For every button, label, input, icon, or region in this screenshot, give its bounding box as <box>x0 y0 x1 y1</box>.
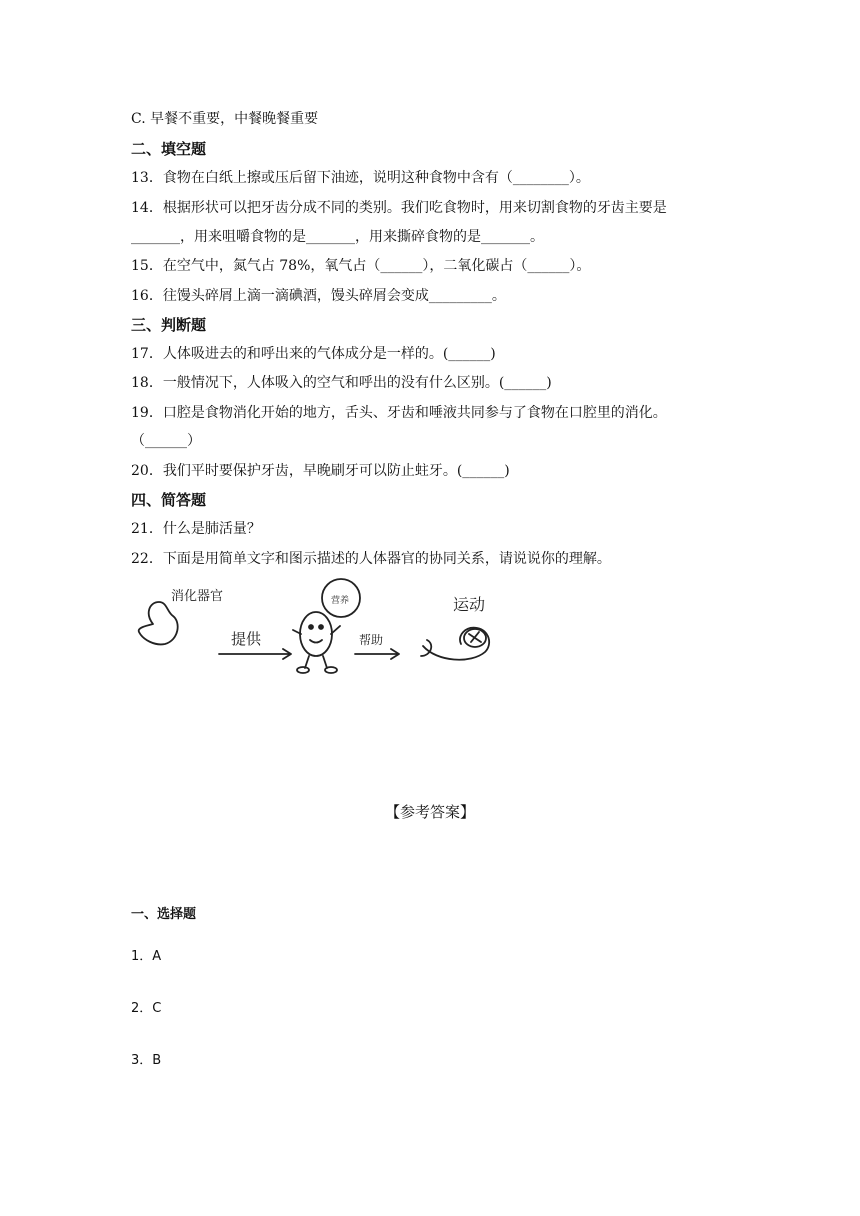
question-21: 21．什么是肺活量？ <box>131 521 261 537</box>
question-15: 15．在空气中，氮气占 78%，氧气占（______），二氧化碳占（______）。 <box>131 258 591 274</box>
question-19-line-1: 19．口腔是食物消化开始的地方，舌头、牙齿和唾液共同参与了食物在口腔里的消化。 <box>131 405 667 421</box>
question-14-line-1: 14．根据形状可以把牙齿分成不同的类别。我们吃食物时，用来切割食物的牙齿主要是 <box>131 200 667 216</box>
answer-section-choice: 一、选择题 <box>131 907 197 922</box>
option-c: C. 早餐不重要，中餐晚餐重要 <box>131 111 319 127</box>
answer-3: 3．B <box>131 1053 162 1068</box>
section-heading-judgment: 三、判断题 <box>131 316 207 334</box>
answer-2: 2．C <box>131 1001 162 1016</box>
stomach-icon <box>139 602 178 644</box>
question-19-line-2: （______） <box>131 433 201 449</box>
section-heading-fill-blank: 二、填空题 <box>131 140 207 158</box>
question-16: 16．往馒头碎屑上滴一滴碘酒，馒头碎屑会变成_________。 <box>131 288 506 304</box>
question-17: 17．人体吸进去的和呼出来的气体成分是一样的。(______) <box>131 346 496 362</box>
label-stomach: 消化器官 <box>171 589 224 604</box>
organ-cooperation-figure <box>131 572 531 682</box>
arrow-help <box>355 649 399 659</box>
arrow-provide <box>219 649 291 659</box>
character-icon <box>300 612 332 656</box>
answer-1: 1．A <box>131 949 162 964</box>
answer-key-title: 【参考答案】 <box>384 803 475 821</box>
label-nutrient: 营养 <box>331 596 350 606</box>
label-motion: 运动 <box>453 595 486 614</box>
section-heading-short-answer: 四、简答题 <box>131 491 207 509</box>
question-14-line-2: _______，用来咀嚼食物的是_______，用来撕碎食物的是_______。 <box>131 229 544 245</box>
question-13: 13．食物在白纸上擦或压后留下油迹，说明这种食物中含有（________）。 <box>131 170 590 186</box>
question-20: 20．我们平时要保护牙齿，早晚刷牙可以防止蛀牙。(______) <box>131 463 510 479</box>
label-help: 帮助 <box>359 633 384 647</box>
question-18: 18．一般情况下，人体吸入的空气和呼出的没有什么区别。(______) <box>131 375 552 391</box>
question-22: 22．下面是用简单文字和图示描述的人体器官的协同关系，请说说你的理解。 <box>131 551 611 567</box>
label-provide: 提供 <box>231 630 262 648</box>
